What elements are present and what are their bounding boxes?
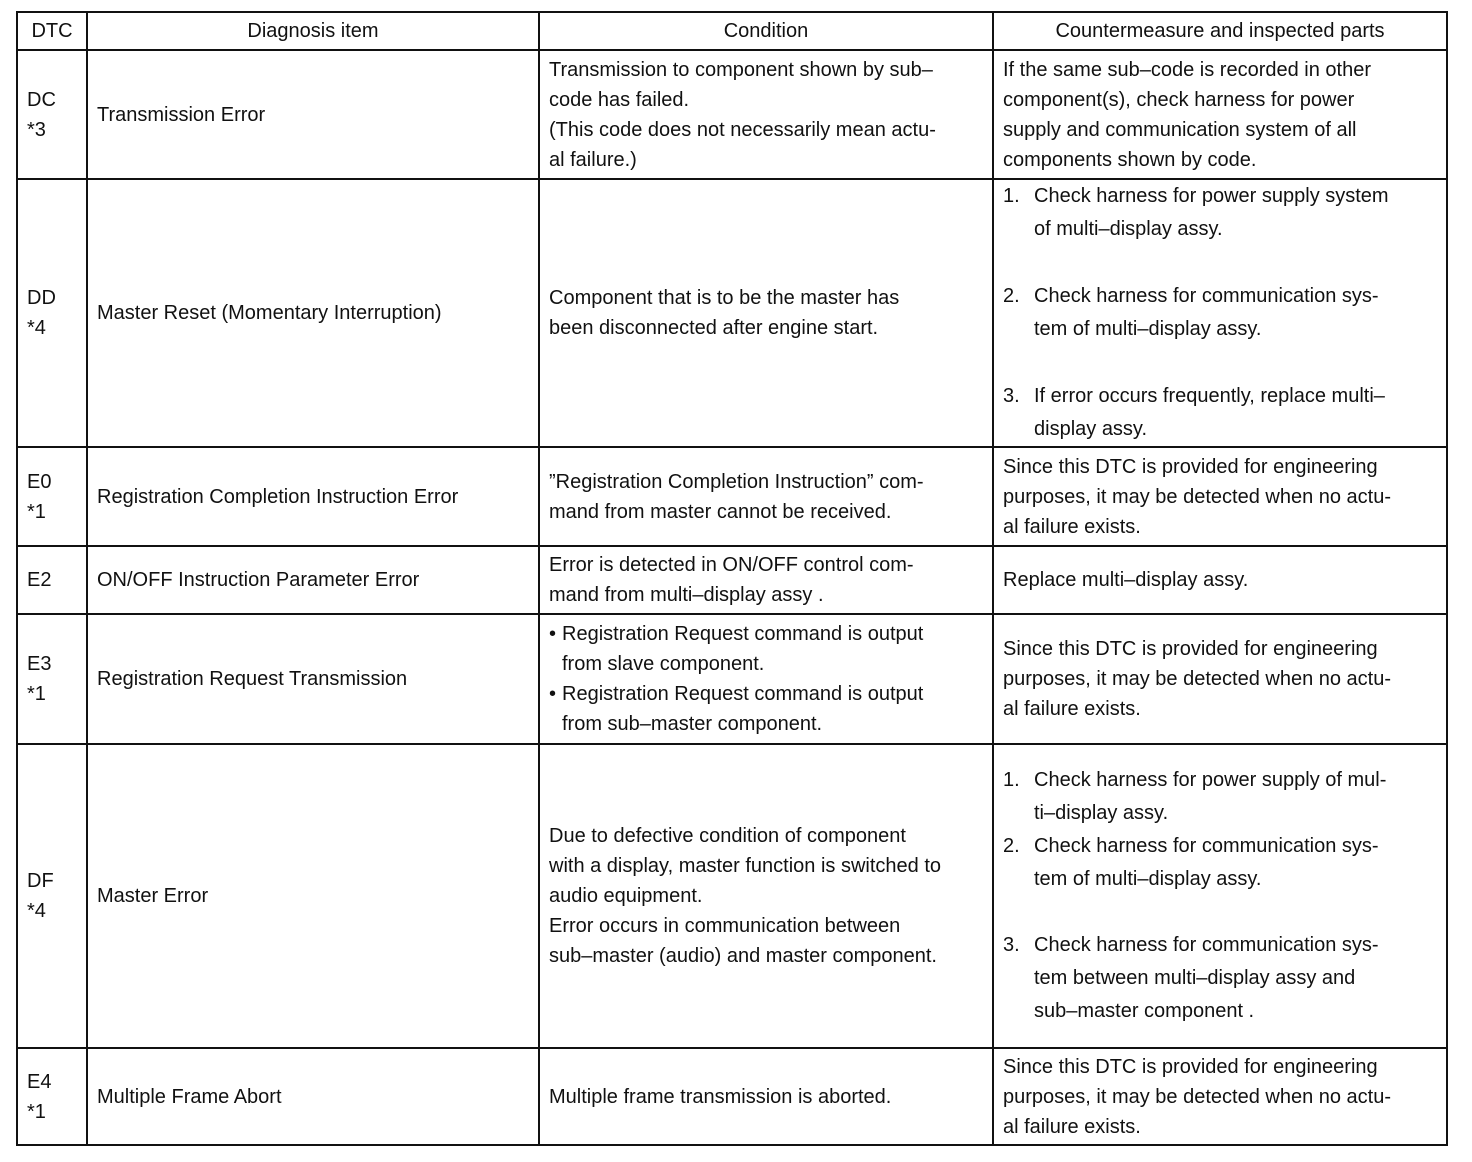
condition-line: sub–master (audio) and master component. [549,945,937,967]
step-line: Check harness for communication sys- [1034,835,1379,857]
countermeasure-line: If the same sub–code is recorded in other [1003,58,1371,81]
header-condition: Condition [539,12,993,50]
dtc-code: DF [27,870,54,892]
step-line: display assy. [1034,418,1148,440]
diagnosis-item: Transmission Error [87,50,539,179]
dtc-cell [17,546,87,614]
condition-bullets [549,619,983,739]
dtc-cell [17,1048,87,1145]
step-number: 1. [1003,769,1020,791]
bullet-line: from sub–master component. [562,713,823,735]
step-number: 3. [1003,385,1020,407]
bullet-line: • Registration Request command is output [562,623,924,645]
dtc-note: *1 [27,1100,46,1123]
dtc-code: E2 [27,569,52,591]
step-item [1003,764,1437,830]
condition-line: Error is detected in ON/OFF control com- [549,554,914,576]
countermeasure-line: purposes, it may be detected when no actu- [1003,485,1392,508]
table-row [17,1048,1447,1145]
condition-line: al failure.) [549,148,637,171]
diagnosis-item: Registration Request Transmission [87,614,539,744]
bullet-item [549,679,983,739]
step-number: 1. [1003,185,1020,207]
bullet-line: from slave component. [562,653,765,675]
step-number: 3. [1003,934,1020,956]
diagnosis-item: Master Error [87,744,539,1048]
countermeasure-line: al failure exists. [1003,698,1141,720]
dtc-code: E4 [27,1070,52,1093]
step-number: 2. [1003,285,1020,307]
condition-cell [539,546,993,614]
countermeasure-cell [993,179,1447,447]
countermeasure-line: purposes, it may be detected when no actu- [1003,1085,1392,1108]
step-line: sub–master component . [1034,1000,1255,1022]
dtc-cell [17,614,87,744]
dtc-note: *4 [27,900,46,922]
step-line: If error occurs frequently, replace multi– [1034,385,1385,407]
dtc-note: *1 [27,683,46,705]
diagnosis-item: Master Reset (Momentary Interruption) [87,179,539,447]
countermeasure-line: components shown by code. [1003,148,1257,171]
table-row [17,447,1447,546]
table-header [17,12,1447,50]
dtc-cell [17,50,87,179]
condition-line: Multiple frame transmission is aborted. [549,1085,892,1108]
condition-line: Due to defective condition of component [549,825,906,847]
countermeasure-cell [993,744,1447,1048]
countermeasure-line: Since this DTC is provided for engineering [1003,1055,1378,1078]
table-row [17,179,1447,447]
condition-cell [539,179,993,447]
table-row [17,546,1447,614]
condition-line: mand from multi–display assy . [549,584,824,606]
countermeasure-cell [993,546,1447,614]
step-item [1003,380,1437,446]
condition-cell [539,447,993,546]
countermeasure-line: component(s), check harness for power [1003,88,1355,111]
countermeasure-cell [993,1048,1447,1145]
bullet-line: • Registration Request command is output [562,683,924,705]
step-line: tem of multi–display assy. [1034,868,1262,890]
condition-cell [539,744,993,1048]
countermeasure-line: Since this DTC is provided for engineering [1003,455,1378,478]
dtc-note: *3 [27,118,46,141]
step-line: Check harness for power supply of mul- [1034,769,1387,791]
condition-line: Error occurs in communication between [549,915,901,937]
countermeasure-line: Since this DTC is provided for engineering [1003,638,1378,660]
header-row [17,12,1447,50]
countermeasure-steps [1003,764,1437,1028]
diagnosis-item: Registration Completion Instruction Error [87,447,539,546]
step-line: of multi–display assy. [1034,218,1223,240]
table-row [17,50,1447,179]
countermeasure-line: al failure exists. [1003,515,1141,538]
condition-line: been disconnected after engine start. [549,317,879,339]
step-line: Check harness for power supply system [1034,185,1389,207]
step-line: Check harness for communication sys- [1034,934,1379,956]
dtc-note: *1 [27,500,46,523]
table-row [17,614,1447,744]
condition-line: ”Registration Completion Instruction” com- [549,470,924,493]
header-dtc: DTC [17,12,87,50]
dtc-table [16,11,1448,1146]
step-item [1003,830,1437,896]
dtc-cell [17,179,87,447]
dtc-code: DD [27,287,56,309]
dtc-code: E3 [27,653,52,675]
step-item [1003,180,1437,246]
diagnosis-item: Multiple Frame Abort [87,1048,539,1145]
countermeasure-line: purposes, it may be detected when no actu- [1003,668,1392,690]
countermeasure-cell [993,50,1447,179]
dtc-note: *4 [27,317,46,339]
condition-line: Transmission to component shown by sub– [549,58,933,81]
condition-cell [539,1048,993,1145]
dtc-cell [17,744,87,1048]
countermeasure-cell [993,447,1447,546]
countermeasure-line: Replace multi–display assy. [1003,569,1249,591]
bullet-item [549,619,983,679]
table-body [17,50,1447,1145]
step-line: Check harness for communication sys- [1034,285,1379,307]
table-row [17,744,1447,1048]
countermeasure-line: al failure exists. [1003,1115,1141,1138]
countermeasure-steps [1003,180,1437,446]
condition-line: audio equipment. [549,885,703,907]
step-item [1003,280,1437,346]
condition-line: code has failed. [549,88,690,111]
countermeasure-line: supply and communication system of all [1003,118,1357,141]
condition-line: with a display, master function is switched to [549,855,942,877]
condition-line: (This code does not necessarily mean actu- [549,118,936,141]
condition-cell [539,50,993,179]
condition-line: mand from master cannot be received. [549,500,892,523]
header-countermeasure: Countermeasure and inspected parts [993,12,1447,50]
step-line: tem of multi–display assy. [1034,318,1262,340]
condition-line: Component that is to be the master has [549,287,900,309]
countermeasure-cell [993,614,1447,744]
dtc-code: E0 [27,470,52,493]
diagnosis-item: ON/OFF Instruction Parameter Error [87,546,539,614]
dtc-cell [17,447,87,546]
step-line: tem between multi–display assy and [1034,967,1356,989]
dtc-code: DC [27,88,56,111]
header-diagnosis: Diagnosis item [87,12,539,50]
step-item [1003,929,1437,1028]
step-line: ti–display assy. [1034,802,1169,824]
step-number: 2. [1003,835,1020,857]
condition-cell [539,614,993,744]
